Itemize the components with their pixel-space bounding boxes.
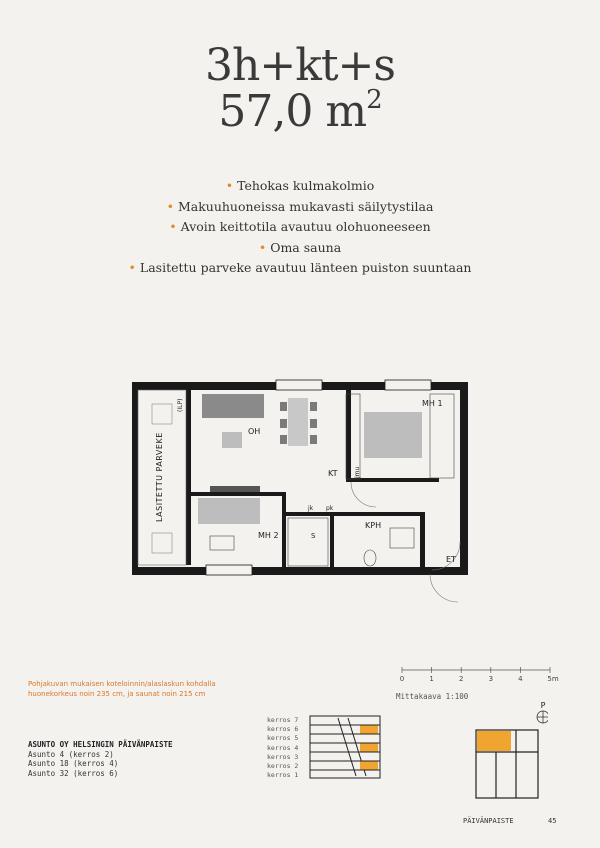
north-label: P <box>540 701 546 710</box>
dining-table <box>288 398 308 446</box>
feature-item <box>0 258 600 279</box>
bullet-dot-icon: • <box>166 198 174 214</box>
feature-text: Avoin keittotila avautuu olohuoneeseen <box>180 219 431 234</box>
housing-company-info <box>28 740 173 778</box>
feature-text: Tehokas kulmakolmio <box>237 178 375 193</box>
wall-kph-top <box>286 512 424 516</box>
label-jmu: jmu <box>354 466 361 478</box>
floor-label: kerros 5 <box>267 734 299 743</box>
wall-left <box>132 382 138 575</box>
wall-kt-mh1 <box>346 390 351 482</box>
chair <box>280 402 287 411</box>
wall-mh2-top <box>191 492 286 496</box>
sofa <box>202 394 264 418</box>
area-exponent: 2 <box>366 85 382 115</box>
label-balcony: LASITETTU PARVEKE <box>155 432 164 522</box>
bullet-dot-icon: • <box>225 178 234 193</box>
feature-text: Makuuhuoneissa mukavasti säilytystilaa <box>177 198 434 214</box>
bullet-dot-icon: • <box>169 219 177 234</box>
floor-list <box>267 716 298 780</box>
floor-plan <box>130 378 470 603</box>
apartment-type-text: 3h+kt+s <box>205 40 395 91</box>
apartment-line: Asunto 4 (kerros 2) <box>28 749 114 759</box>
window <box>385 380 431 390</box>
floor-label: kerros 1 <box>267 771 299 780</box>
note-line: huonekorkeus noin 235 cm, ja saunat noin 215 cm <box>28 690 206 698</box>
label-sauna: S <box>311 532 316 540</box>
highlight-floor <box>360 744 378 752</box>
chair <box>310 435 317 444</box>
feature-list <box>0 176 600 279</box>
chair <box>280 419 287 428</box>
compass-icon <box>537 711 548 723</box>
footer-name: PÄIVÄNPAISTE <box>463 817 514 825</box>
wall-mh2-right <box>282 492 286 567</box>
feature-item <box>0 176 600 197</box>
sauna <box>288 518 328 566</box>
scale-title: Mittakaava 1:100 <box>396 692 469 701</box>
floor-label: kerros 2 <box>267 762 299 771</box>
feature-text: Lasitettu parveke avautuu länteen puiston suuntaan <box>139 260 472 275</box>
label-mh1: MH 1 <box>422 399 443 408</box>
apartment-type <box>0 40 600 91</box>
wall-right <box>460 382 468 575</box>
chair <box>310 419 317 428</box>
scale-tick: 2 <box>458 675 464 683</box>
wall-kph-right <box>420 512 425 568</box>
apartment-area <box>0 85 600 137</box>
tv-bench <box>210 486 260 492</box>
company-name: ASUNTO OY HELSINGIN PÄIVÄNPAISTE <box>28 740 173 749</box>
height-note <box>28 679 258 699</box>
scale-tick: 0 <box>399 675 405 683</box>
door-swing <box>430 574 458 602</box>
floor-label: kerros 3 <box>267 752 299 761</box>
label-jk: jk <box>308 505 314 512</box>
floor-label: kerros 4 <box>267 743 299 752</box>
label-oh: OH <box>248 427 261 436</box>
scale-tick: 1 <box>429 675 434 683</box>
building-section <box>308 712 384 782</box>
bullet-dot-icon: • <box>128 260 136 275</box>
label-et: ET <box>446 555 456 564</box>
feature-text: Oma sauna <box>270 239 342 255</box>
scale-tick: 3 <box>488 675 494 683</box>
apartment-line: Asunto 32 (kerros 6) <box>28 768 119 778</box>
page-number: 45 <box>548 817 557 825</box>
label-kph: KPH <box>365 521 382 530</box>
wall-kph-left <box>330 516 334 568</box>
highlight-floor <box>360 726 378 734</box>
feature-item <box>0 197 600 218</box>
feature-item <box>0 217 600 238</box>
feature-item <box>0 238 600 259</box>
stair-line <box>338 718 356 776</box>
area-value: 57,0 m <box>218 86 367 137</box>
floor-label: kerros 7 <box>267 716 299 724</box>
window <box>276 380 322 390</box>
scale-tick: 5m <box>547 675 559 683</box>
floor-label: kerros 6 <box>267 725 299 734</box>
wall-balcony <box>186 390 191 565</box>
bullet-dot-icon: • <box>258 239 267 255</box>
bed <box>364 412 422 458</box>
label-kt: KT <box>328 469 338 478</box>
apartment-location <box>477 731 511 751</box>
toilet <box>364 550 376 566</box>
window <box>206 565 252 575</box>
label-pk: pk <box>326 505 334 512</box>
chair <box>280 435 287 444</box>
apartment-line: Asunto 18 (kerros 4) <box>28 759 119 768</box>
coffee-table <box>222 432 242 448</box>
washer <box>390 528 414 548</box>
scale-tick: 4 <box>518 675 523 683</box>
wall-bottom <box>132 567 468 575</box>
highlight-floor <box>360 762 378 770</box>
wall-mh1-bottom <box>351 478 439 482</box>
door-swing <box>351 482 376 507</box>
note-line: Pohjakuvan mukaisen koteloinnin/alaslaskun kohdalla <box>28 680 216 688</box>
desk <box>210 536 234 550</box>
bed-mh2 <box>198 498 260 524</box>
key-plan <box>472 700 548 800</box>
label-mh2: MH 2 <box>258 531 279 540</box>
chair <box>310 402 317 411</box>
label-ilp: (ILP) <box>177 398 184 412</box>
